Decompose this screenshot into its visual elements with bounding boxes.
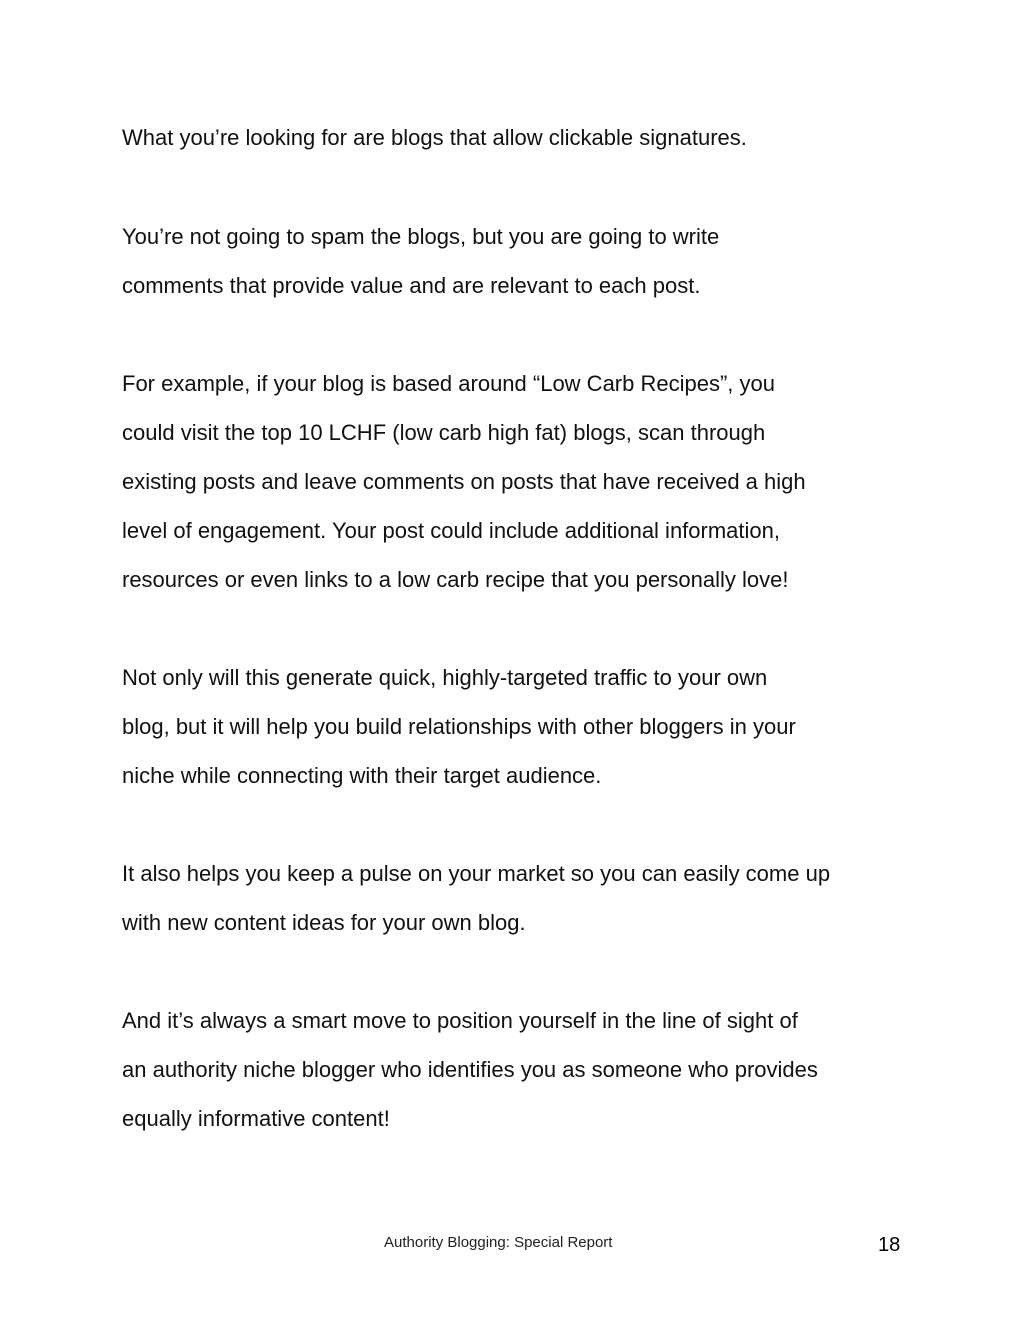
paragraph-4-line-2: blog, but it will help you build relationships with other bloggers in your [122,714,796,739]
paragraph-3-line-4: level of engagement. Your post could include additional information, [122,518,781,543]
paragraph-3-line-3: existing posts and leave comments on posts that have received a high [122,469,806,494]
paragraph-5-line-2: with new content ideas for your own blog. [122,910,526,935]
paragraph-3-line-1: For example, if your blog is based around “Low Carb Recipes”, you [122,371,775,396]
paragraph-3-line-2: could visit the top 10 LCHF (low carb high fat) blogs, scan through [122,420,766,445]
paragraph-4-line-1: Not only will this generate quick, highly-targeted traffic to your own [122,665,768,690]
paragraph-5-line-1: It also helps you keep a pulse on your market so you can easily come up [122,861,831,886]
paragraph-6-line-2: an authority niche blogger who identifies you as someone who provides [122,1057,818,1082]
footer-report-title: Authority Blogging: Special Report [384,1234,613,1251]
paragraph-2-line-1: You’re not going to spam the blogs, but you are going to write [122,224,720,249]
paragraph-6-line-1: And it’s always a smart move to position yourself in the line of sight of [122,1008,798,1033]
paragraph-3-line-5: resources or even links to a low carb recipe that you personally love! [122,567,789,592]
paragraph-2-line-2: comments that provide value and are relevant to each post. [122,273,701,298]
paragraph-1-line-1: What you’re looking for are blogs that allow clickable signatures. [122,125,747,150]
page-number: 18 [878,1234,901,1256]
paragraph-4-line-3: niche while connecting with their target audience. [122,763,602,788]
paragraph-6-line-3: equally informative content! [122,1106,390,1131]
